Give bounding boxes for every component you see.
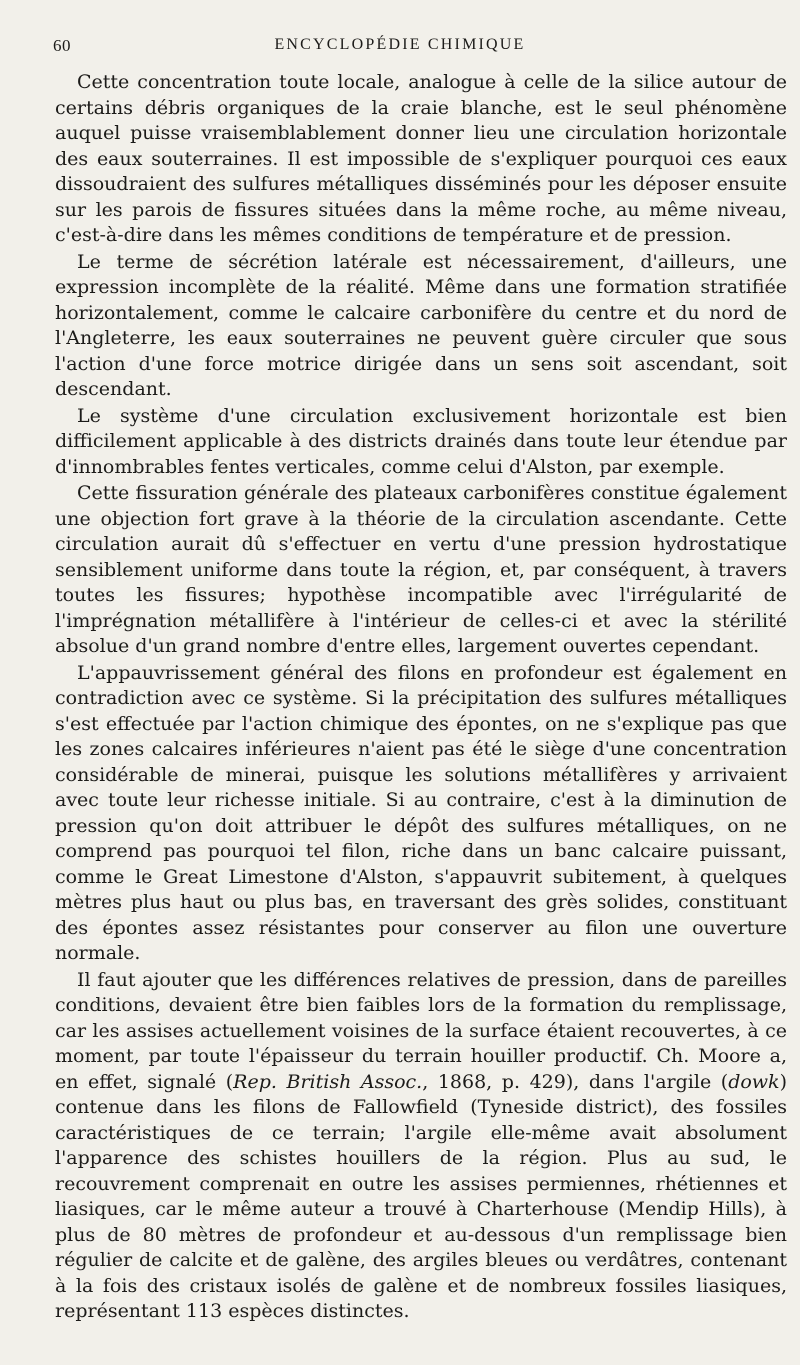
paragraph-6 — [55, 968, 787, 1325]
paragraph-6-text-b: , 1868, p. 429), dans l'argile ( — [422, 1070, 729, 1093]
body-text — [55, 70, 787, 1325]
paragraph-3: Le système d'une circulation exclusivement horizontale est bien difficilement applicable à des districts drainés dans toute leur étendue par d'innombrables fentes verticales, comme celui d'Alston, par exemple. — [55, 404, 787, 478]
running-title: ENCYCLOPÉDIE CHIMIQUE — [274, 36, 526, 53]
paragraph-6-text-a: Il faut ajouter que les différences relatives de pression, dans de pareilles conditions, devaient être bien faibles lors de la formation du remplissage, car les assises actuellement voisines de la surface étaient recouvertes, à ce moment, par toute l'épaisseur du terrain houiller productif. Ch. Moore a, en effet, signalé ( — [55, 968, 787, 1093]
paragraph-6-text-c: ) contenue dans les filons de Fallowfield (Tyneside district), des fossiles caractéristiques de ce terrain; l'argile elle-même avait absolument l'apparence des schistes houillers de la région. Plus au sud, le recouvrement comprenait en outre les assises permiennes, rhétiennes et liasiques, car le même auteur a trouvé à Charterhouse (Mendip Hills), à plus de 80 mètres de profondeur et au-dessous d'un remplissage bien régulier de calcite et de galène, des argiles bleues ou verdâtres, contenant à la fois des cristaux isolés de galène et de nombreux fossiles liasiques, représentant 113 espèces distinctes. — [55, 1070, 787, 1322]
local-term: dowk — [728, 1070, 780, 1093]
paragraph-4: Cette fissuration générale des plateaux carbonifères constitue également une objection fort grave à la théorie de la circulation ascendante. Cette circulation aurait dû s'effectuer en vertu d'une pression hydrostatique sensiblement uniforme dans toute la région, et, par conséquent, à travers toutes les fissures; hypothèse incompatible avec l'irrégularité de l'imprégnation métallifère à l'intérieur de celles-ci et avec la stérilité absolue d'un grand nombre d'entre elles, largement ouvertes cependant. — [55, 482, 787, 657]
paragraph-5: L'appauvrissement général des filons en profondeur est également en contradiction avec ce système. Si la précipitation des sulfures métalliques s'est effectuée par l'action chimique des épontes, on ne s'explique pas que les zones calcaires inférieures n'aient pas été le siège d'une concentration considérable de minerai, puisque les solutions métallifères y arrivaient avec toute leur richesse initiale. Si au contraire, c'est à la diminution de pression qu'on doit attribuer le dépôt des sulfures métalliques, on ne comprend pas pourquoi tel filon, riche dans un banc calcaire puissant, comme le Great Limestone d'Alston, s'appauvrit subitement, à quelques mètres plus haut ou plus bas, en traversant des grès solides, constituant des épontes assez résistantes pour conserver au filon une ouverture normale. — [55, 661, 787, 964]
page-number: 60 — [53, 36, 71, 55]
citation-reference: Rep. British Assoc. — [233, 1070, 423, 1093]
paragraph-2: Le terme de sécrétion latérale est nécessairement, d'ailleurs, une expression incomplète de la réalité. Même dans une formation stratifiée horizontalement, comme le calcaire carbonifère du centre et du nord de l'Angleterre, les eaux souterraines ne peuvent guère circuler que sous l'action d'une force motrice dirigée dans un sens soit ascendant, soit descendant. — [55, 250, 787, 400]
page-header — [0, 34, 800, 58]
paragraph-1: Cette concentration toute locale, analogue à celle de la silice autour de certains débris organiques de la craie blanche, est le seul phénomène auquel puisse vraisemblablement donner lieu une circulation horizontale des eaux souterraines. Il est impossible de s'expliquer pourquoi ces eaux dissoudraient des sulfures métalliques disséminés pour les déposer ensuite sur les parois de fissures situées dans la même roche, au même niveau, c'est-à-dire dans les mêmes conditions de température et de pression. — [55, 71, 787, 246]
